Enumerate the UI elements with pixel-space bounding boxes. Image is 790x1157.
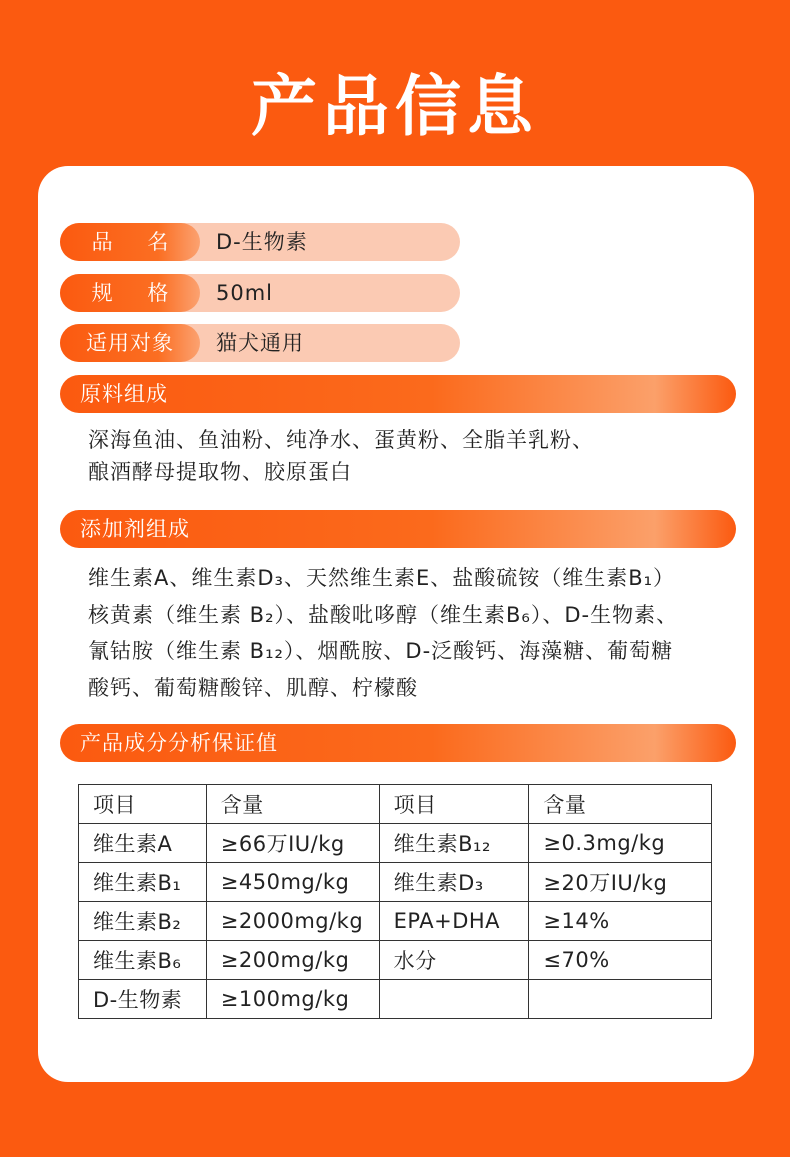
- info-row-target: [60, 324, 460, 362]
- table-row: [79, 863, 712, 902]
- ingredients-line: 深海鱼油、鱼油粉、纯净水、蛋黄粉、全脂羊乳粉、: [88, 428, 594, 452]
- additives-line: 酸钙、葡萄糖酸锌、肌醇、柠檬酸: [88, 675, 418, 700]
- table-cell: 维生素B₁: [79, 863, 207, 902]
- product-info-card: [38, 166, 754, 1082]
- additives-line: 维生素A、维生素D₃、天然维生素E、盐酸硫铵（维生素B₁）: [88, 566, 676, 590]
- info-value-spec: 50ml: [216, 281, 274, 305]
- table-row: [79, 824, 712, 863]
- info-row-name: [60, 223, 460, 261]
- table-cell: ≥66万IU/kg: [206, 824, 379, 863]
- additives-text: [88, 560, 738, 706]
- table-header-row: [79, 785, 712, 824]
- info-label-name: 品 名: [60, 223, 200, 261]
- table-cell: 维生素B₁₂: [379, 824, 529, 863]
- table-cell: 维生素A: [79, 824, 207, 863]
- table-header-cell: 项目: [379, 785, 529, 824]
- additives-line: 核黄素（维生素 B₂）、盐酸吡哆醇（维生素B₆）、D-生物素、: [88, 602, 679, 627]
- table-cell: 维生素B₆: [79, 941, 207, 980]
- table-cell: D-生物素: [79, 980, 207, 1019]
- table-cell: ≥2000mg/kg: [206, 902, 379, 941]
- table-cell: EPA+DHA: [379, 902, 529, 941]
- table-header-cell: 含量: [529, 785, 712, 824]
- ingredients-line: 酿酒酵母提取物、胶原蛋白: [88, 460, 352, 484]
- table-cell: ≥450mg/kg: [206, 863, 379, 902]
- table-row: [79, 980, 712, 1019]
- table-cell: ≥200mg/kg: [206, 941, 379, 980]
- table-cell: [529, 980, 712, 1019]
- table-row: [79, 902, 712, 941]
- guarantee-table: [78, 784, 712, 1019]
- table-cell: [379, 980, 529, 1019]
- table-cell: ≥100mg/kg: [206, 980, 379, 1019]
- table-cell: ≥20万IU/kg: [529, 863, 712, 902]
- section-header-guarantee: 产品成分分析保证值: [60, 724, 736, 762]
- info-label-target: 适用对象: [60, 324, 200, 362]
- ingredients-text: [88, 424, 738, 488]
- table-cell: ≥0.3mg/kg: [529, 824, 712, 863]
- table-cell: ≤70%: [529, 941, 712, 980]
- table-header-cell: 项目: [79, 785, 207, 824]
- page-title: 产品信息: [251, 68, 539, 145]
- info-value-target: 猫犬通用: [216, 331, 304, 355]
- info-row-spec: [60, 274, 460, 312]
- table-cell: 维生素D₃: [379, 863, 529, 902]
- table-row: [79, 941, 712, 980]
- section-header-additives: 添加剂组成: [60, 510, 736, 548]
- table-cell: ≥14%: [529, 902, 712, 941]
- section-header-ingredients: 原料组成: [60, 375, 736, 413]
- additives-line: 氰钴胺（维生素 B₁₂）、烟酰胺、D-泛酸钙、海藻糖、葡萄糖: [88, 639, 674, 663]
- table-header-cell: 含量: [206, 785, 379, 824]
- info-value-name: D-生物素: [216, 230, 308, 254]
- table-cell: 水分: [379, 941, 529, 980]
- table-cell: 维生素B₂: [79, 902, 207, 941]
- info-label-spec: 规 格: [60, 274, 200, 312]
